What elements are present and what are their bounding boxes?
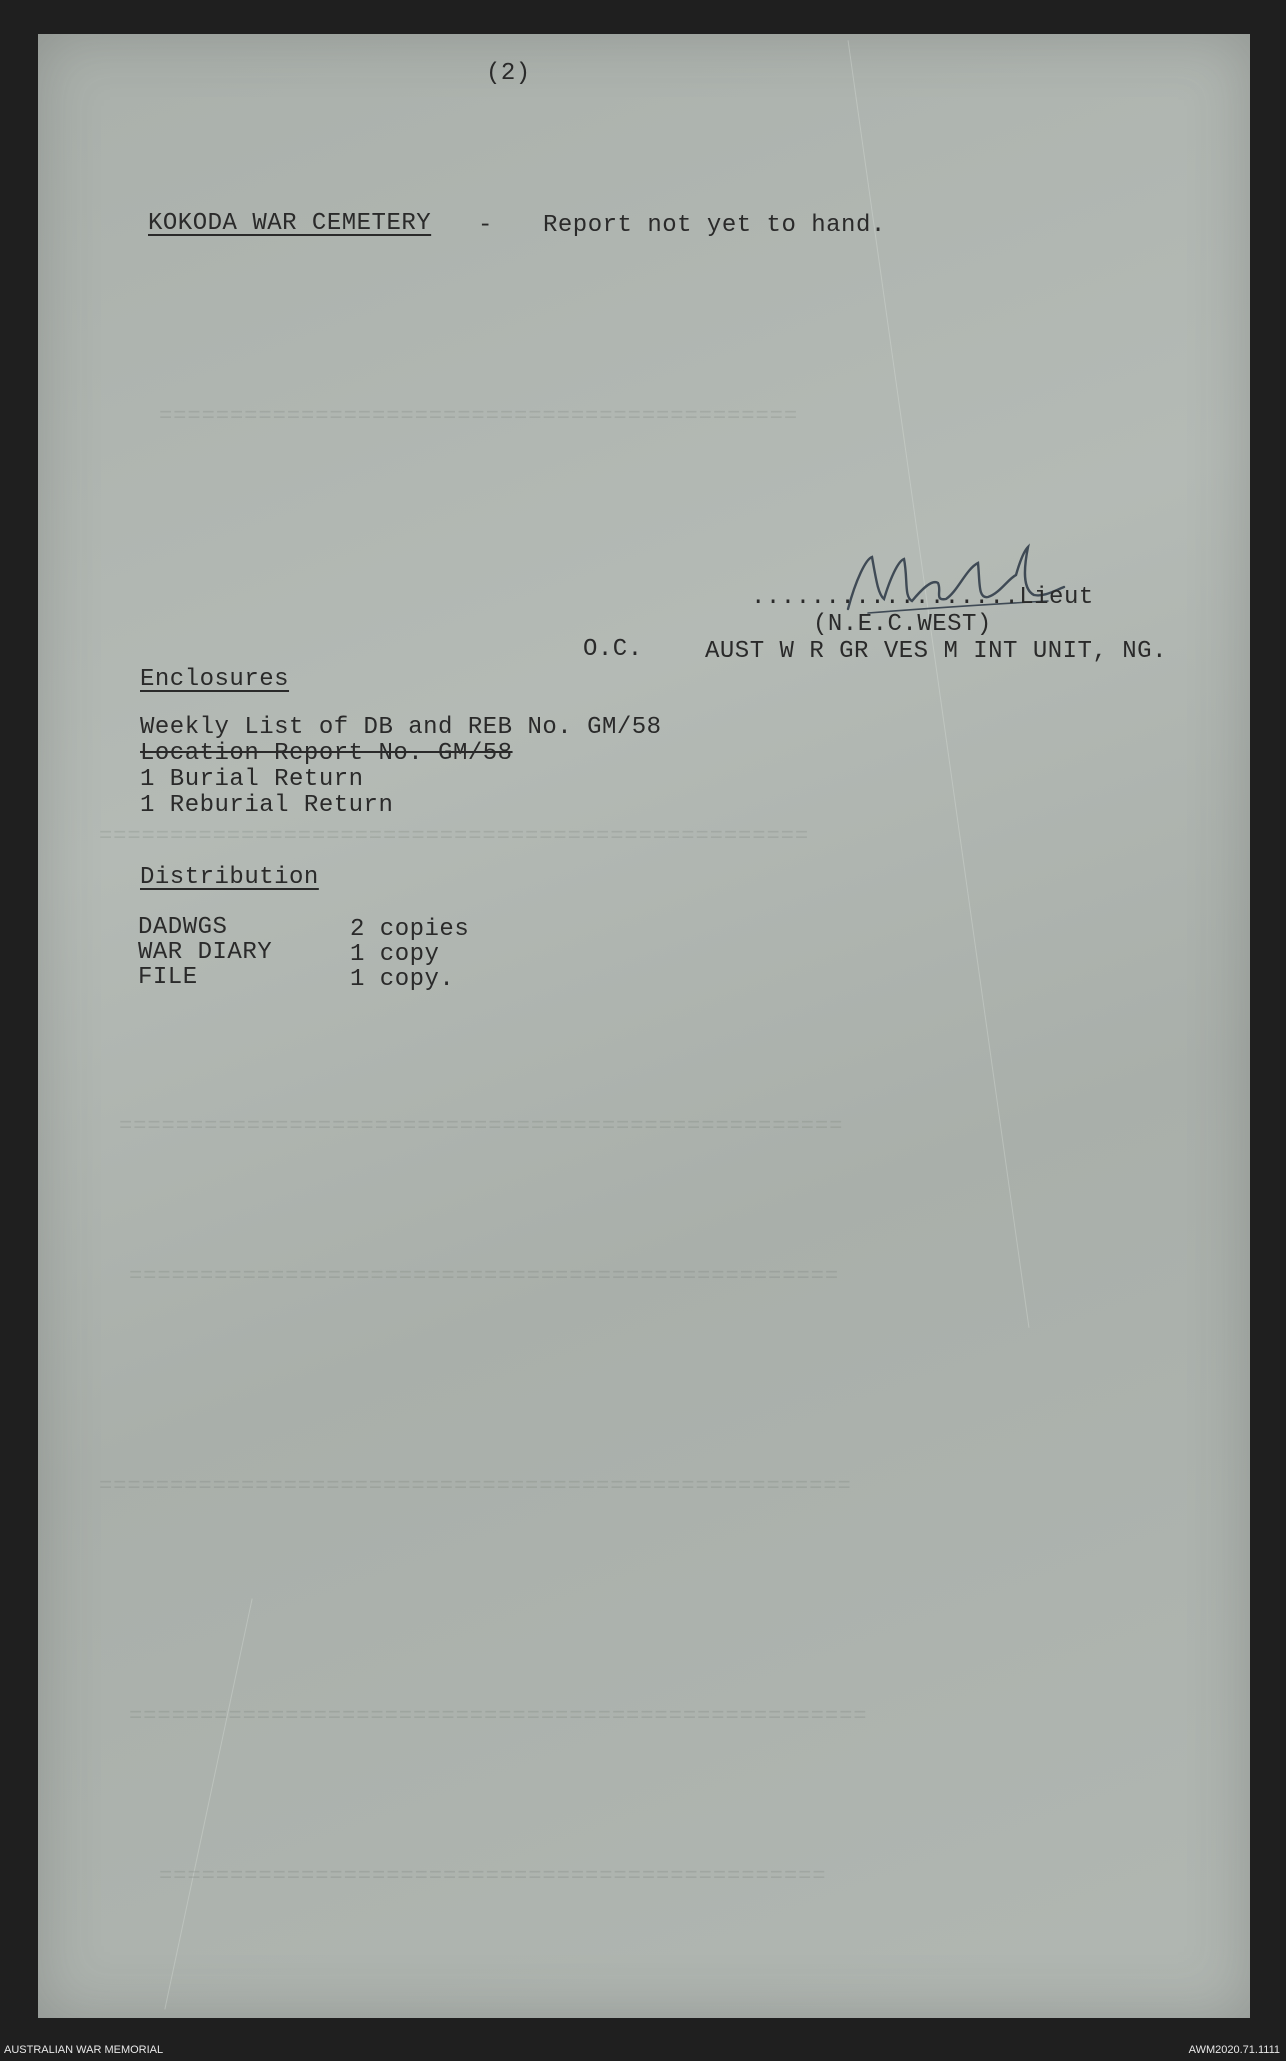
bleed-through-text: ===============================================	[158, 1864, 826, 1889]
cemetery-dash: -	[478, 212, 493, 239]
page-number: (2)	[486, 60, 531, 87]
distribution-heading: Distribution	[140, 864, 319, 891]
bleed-through-text: ===================================================	[118, 1114, 843, 1139]
footer-archive-name: AUSTRALIAN WAR MEMORIAL	[4, 2044, 164, 2056]
oc-label: O.C.	[583, 636, 643, 663]
bleed-through-text: ====================================================	[128, 1704, 867, 1729]
enclosure-item: 1 Reburial Return	[140, 792, 394, 819]
paper-crease	[164, 1598, 252, 2009]
enclosures-heading: Enclosures	[140, 666, 290, 693]
distribution-recipient: WAR DIARY	[138, 939, 273, 966]
signatory-name: (N.E.C.WEST)	[813, 611, 992, 638]
unit-name: AUST W R GR VES M INT UNIT, NG.	[705, 638, 1167, 665]
enclosure-item-struck: Location Report No. GM/58	[140, 740, 513, 767]
distribution-recipient: DADWGS	[138, 914, 228, 941]
footer-item-id: AWM2020.71.1111	[1188, 2044, 1280, 2056]
distribution-quantity: 2 copies	[350, 916, 470, 943]
cemetery-status: Report not yet to hand.	[543, 212, 886, 239]
distribution-quantity: 1 copy	[350, 941, 440, 968]
cemetery-name: KOKODA WAR CEMETERY	[148, 210, 432, 237]
enclosure-item: 1 Burial Return	[140, 766, 364, 793]
bleed-through-text: ==================================================	[98, 824, 809, 849]
signature-line: ..................Lieut	[751, 584, 1094, 611]
distribution-recipient: FILE	[138, 964, 198, 991]
document-page	[38, 34, 1250, 2018]
distribution-quantity: 1 copy.	[350, 966, 455, 993]
enclosure-item: Weekly List of DB and REB No. GM/58	[140, 714, 662, 741]
bleed-through-text: =============================================	[158, 404, 798, 429]
bleed-through-text: ==================================================	[128, 1264, 839, 1289]
bleed-through-text: =====================================================	[98, 1474, 851, 1499]
